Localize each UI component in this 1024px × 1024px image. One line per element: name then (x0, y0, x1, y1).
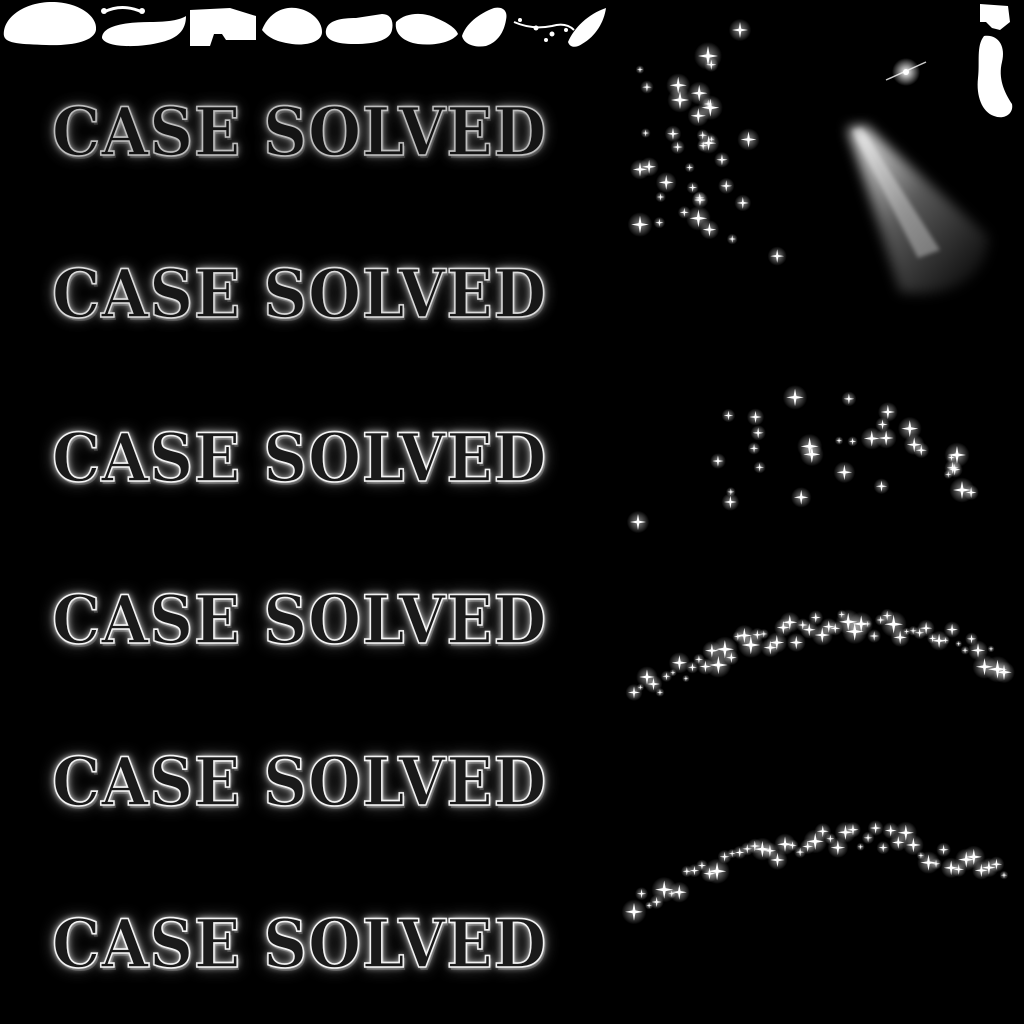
bridge-shape-icon (101, 8, 186, 47)
silhouette-strip (0, 0, 620, 52)
effects-column (600, 0, 1024, 1024)
case-solved-title-5: CASE SOLVED (52, 743, 548, 821)
case-solved-title-1: CASE SOLVED (52, 93, 548, 171)
spotlight-beam-icon (848, 126, 988, 294)
blob-shape-icon (4, 2, 96, 45)
sparkle-arc-icon (622, 820, 1009, 924)
case-solved-title-4: CASE SOLVED (52, 581, 548, 659)
sparkle-scatter-icon (627, 385, 979, 533)
cape-shape-icon (190, 8, 256, 46)
sparkle-arc-icon (626, 609, 1015, 701)
leaf-shape-icon (462, 8, 507, 47)
lens-flare-icon (886, 58, 926, 86)
sparkle-cluster-icon (628, 19, 787, 266)
sparkle-strand-icon (514, 18, 574, 42)
shoe-shape-icon (396, 14, 458, 45)
boot-shape-icon (326, 14, 393, 44)
tall-hair-shape-icon (978, 4, 1013, 117)
case-solved-title-3: CASE SOLVED (52, 419, 548, 497)
bird-shape-icon (262, 8, 322, 45)
case-solved-title-2: CASE SOLVED (52, 255, 548, 333)
case-solved-title-6: CASE SOLVED (52, 905, 548, 983)
